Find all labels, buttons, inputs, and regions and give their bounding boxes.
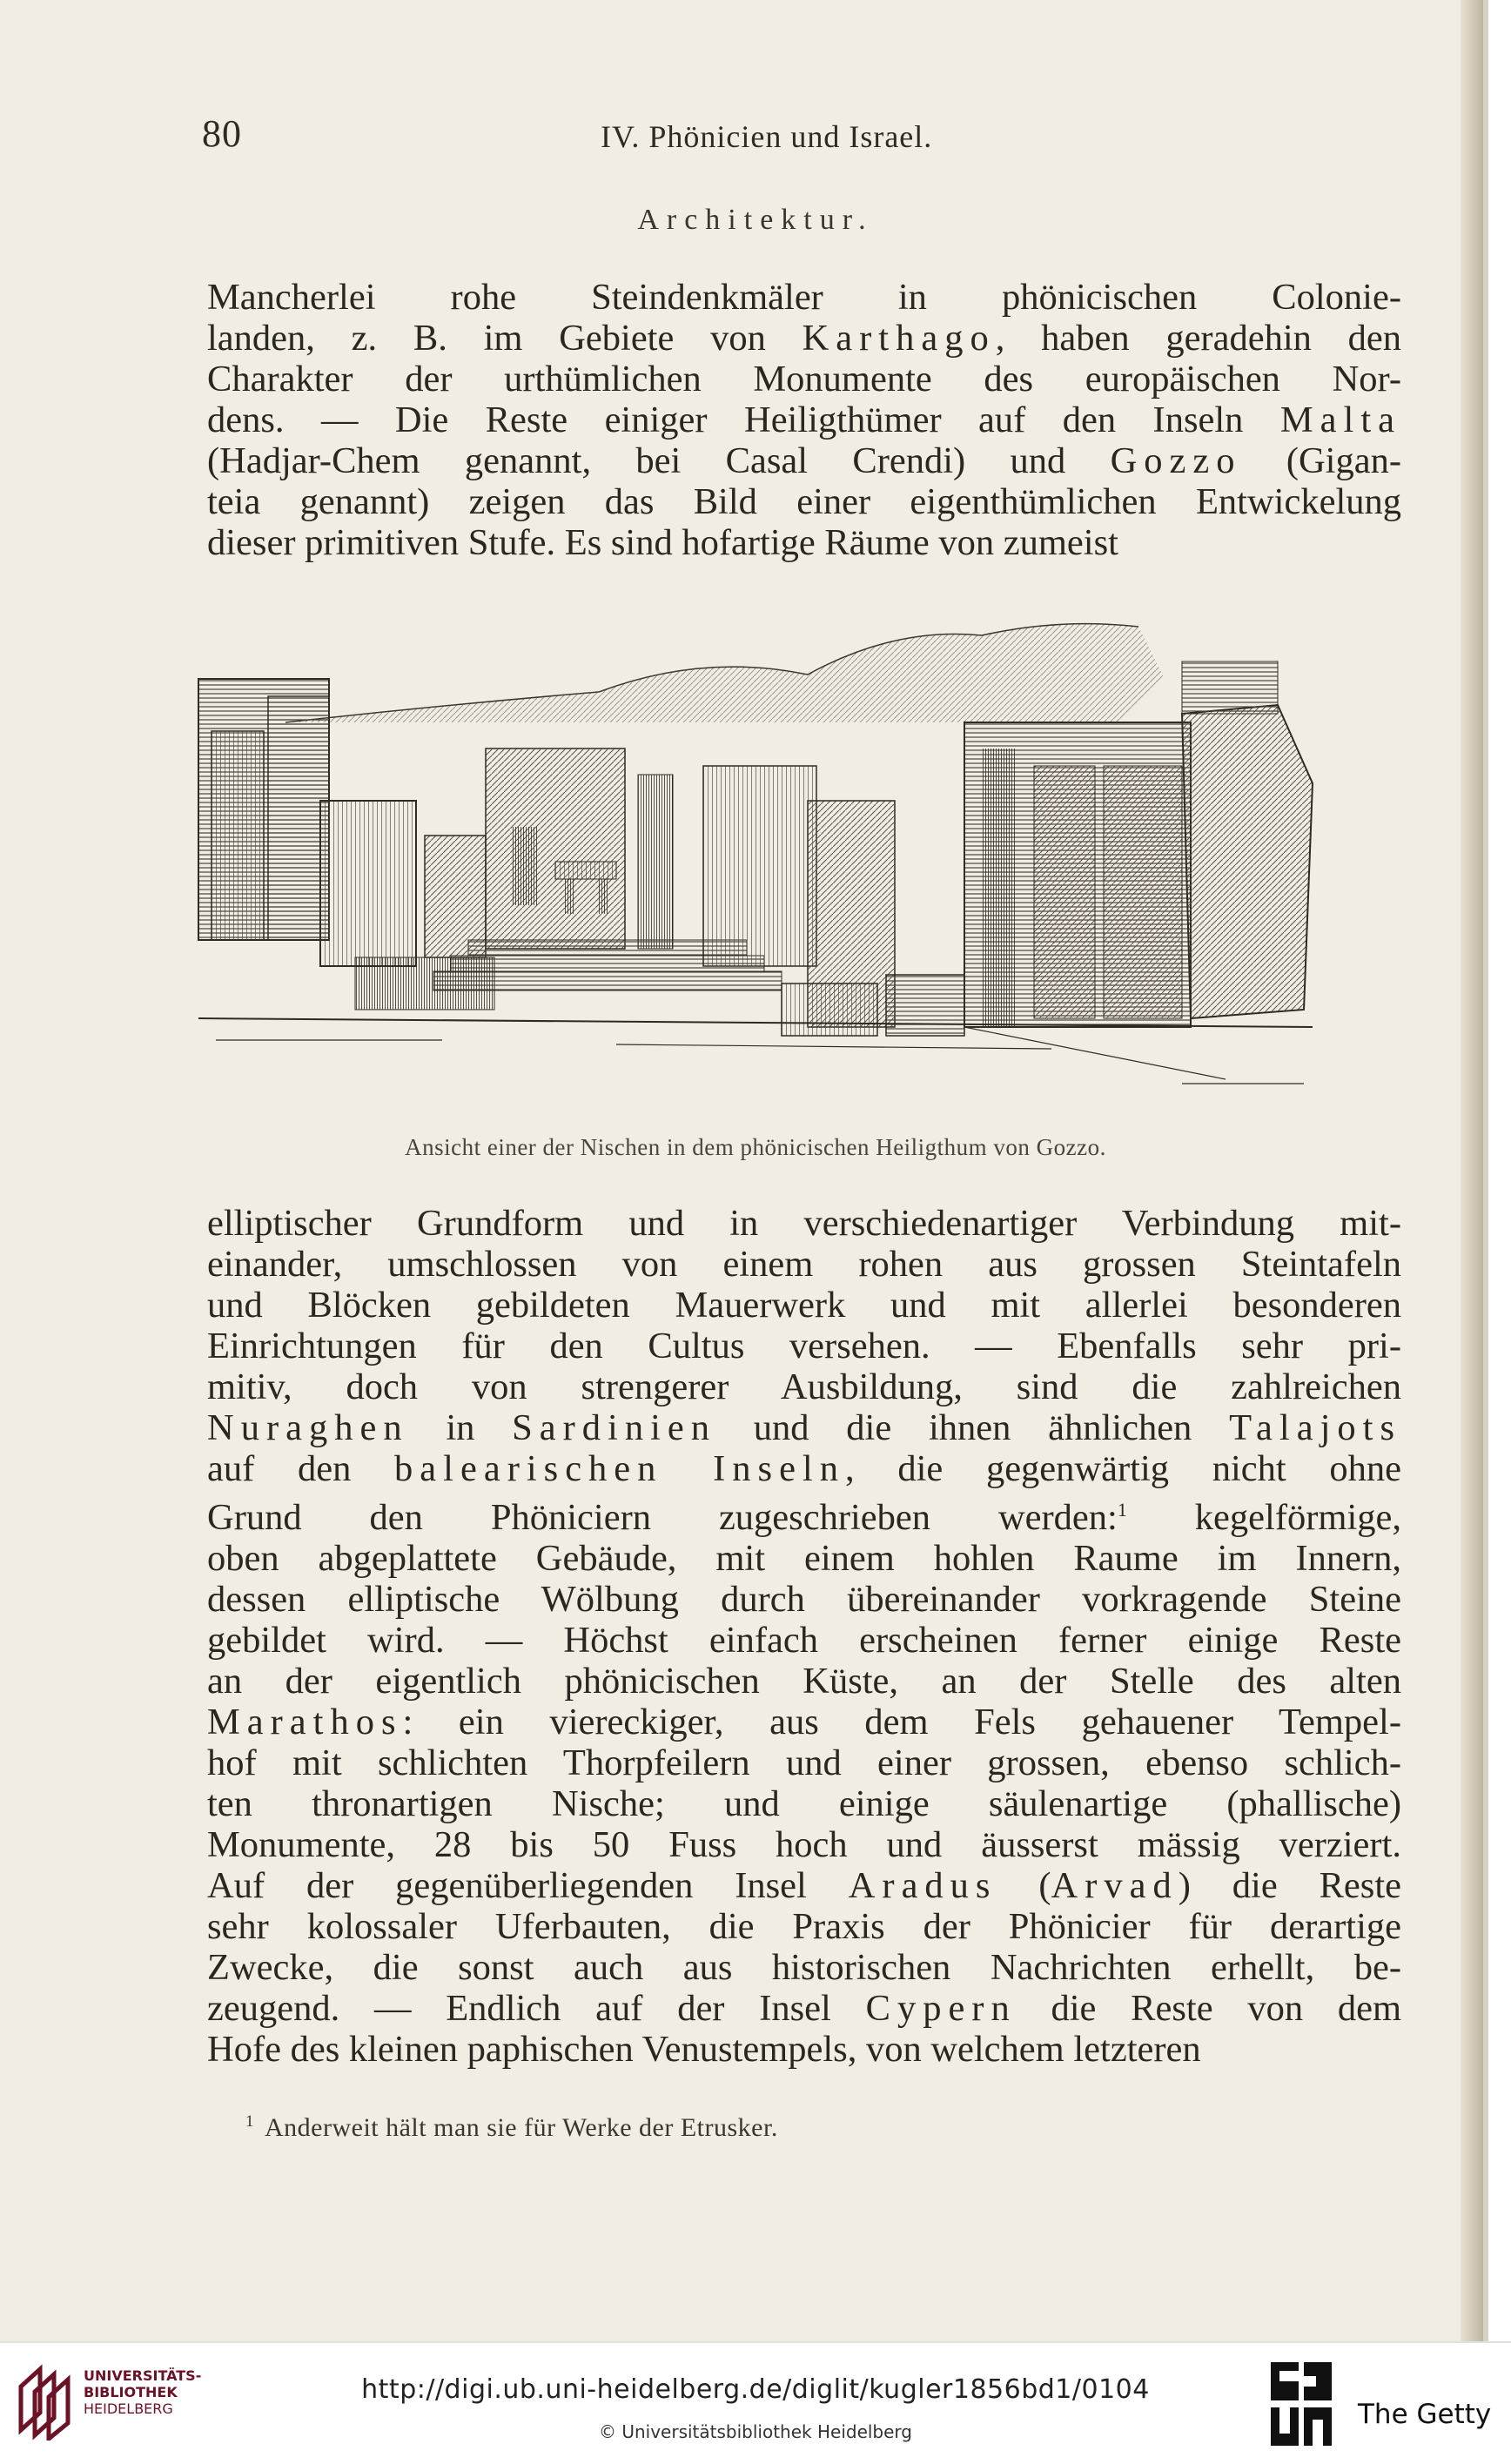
paragraph-1 bbox=[207, 277, 1401, 563]
text-run: oben abgeplattete Gebäude, mit einem hohlen Raume im Innern, bbox=[207, 1538, 1401, 1580]
text-run: die Reste von dem bbox=[1016, 1988, 1402, 2030]
text-line bbox=[207, 1448, 1401, 1489]
text-run: Mancherlei rohe Steindenkmäler in phönicischen Colonie- bbox=[207, 277, 1401, 318]
spaced-name: Nuraghen bbox=[207, 1407, 409, 1448]
text-line bbox=[207, 1742, 1401, 1783]
digitization-footer bbox=[0, 2341, 1511, 2464]
text-run: kegelförmige, bbox=[1126, 1497, 1401, 1539]
spaced-name: Sardinien bbox=[512, 1407, 717, 1448]
text-run: Grund den Phöniciern zugeschrieben werden: bbox=[207, 1497, 1118, 1539]
text-run: (Gigan- bbox=[1241, 440, 1402, 481]
text-line bbox=[207, 1244, 1401, 1285]
copyright-notice: © Universitätsbibliothek Heidelberg bbox=[598, 2421, 912, 2442]
text-run: und Blöcken gebildeten Mauerwerk und mit allerlei besonderen bbox=[207, 1285, 1401, 1326]
text-run: ) die Reste bbox=[1178, 1865, 1401, 1907]
text-run: dessen elliptische Wölbung durch übereinander vorkragende Steine bbox=[207, 1579, 1401, 1621]
text-line bbox=[207, 1947, 1401, 1988]
partner-name: The Getty bbox=[1358, 2399, 1492, 2430]
getty-logo-icon bbox=[1267, 2359, 1335, 2449]
text-line bbox=[207, 1285, 1401, 1326]
footnote-text: Anderweit hält man sie für Werke der Etrusker. bbox=[265, 2113, 778, 2142]
text-run: ten thronartigen Nische; und einige säulenartige (phallische) bbox=[207, 1783, 1401, 1825]
text-line bbox=[207, 1661, 1401, 1702]
text-line bbox=[207, 440, 1401, 481]
text-line bbox=[207, 1906, 1401, 1947]
text-run: dens. — Die Reste einiger Heiligthümer auf den Inseln bbox=[207, 399, 1280, 440]
figure-caption: Ansicht einer der Nischen in dem phönicischen Heiligthum von Gozzo. bbox=[405, 1134, 1106, 1160]
text-line bbox=[207, 359, 1401, 399]
paragraph-2 bbox=[207, 1203, 1401, 2070]
text-run: sehr kolossaler Uferbauten, die Praxis der Phönicier für derartige bbox=[207, 1906, 1401, 1948]
text-line bbox=[207, 1203, 1401, 1244]
text-run: Einrichtungen für den Cultus versehen. — Ebenfalls sehr pri- bbox=[207, 1326, 1401, 1366]
footnote-marker: 1 bbox=[245, 2112, 254, 2131]
text-line bbox=[207, 1407, 1401, 1448]
text-run: in bbox=[408, 1407, 513, 1448]
engraving-illustration bbox=[181, 609, 1339, 1105]
spaced-name: Talajots bbox=[1229, 1407, 1401, 1448]
spaced-name: Karthago bbox=[802, 318, 996, 359]
text-run: an der eigentlich phönicischen Küste, an der Stelle des alten bbox=[207, 1661, 1401, 1702]
text-run: Auf der gegenüberliegenden Insel bbox=[207, 1865, 849, 1907]
running-title: IV. Phönicien und Israel. bbox=[601, 119, 933, 154]
text-run: mitiv, doch von strengerer Ausbildung, sind die zahlreichen bbox=[207, 1366, 1401, 1407]
institution-name: UNIVERSITÄTS- BIBLIOTHEK HEIDELBERG bbox=[84, 2367, 202, 2417]
text-run: gebildet wird. — Höchst einfach erscheinen ferner einige Reste bbox=[207, 1620, 1401, 1662]
text-run: Hofe des kleinen paphischen Venustempels, von welchem letzteren bbox=[207, 2029, 1201, 2071]
text-run: zeugend. — Endlich auf der Insel bbox=[207, 1988, 866, 2030]
text-line bbox=[207, 1865, 1401, 1906]
page-number: 80 bbox=[202, 112, 242, 155]
text-line bbox=[207, 1538, 1401, 1579]
text-run: Zwecke, die sonst auch aus historischen Nachrichten erhellt, be- bbox=[207, 1947, 1401, 1989]
text-run: , haben geradehin den bbox=[995, 318, 1401, 359]
text-run: elliptischer Grundform und in verschiedenartiger Verbindung mit- bbox=[207, 1203, 1401, 1244]
text-line bbox=[207, 1326, 1401, 1366]
text-line bbox=[207, 1824, 1401, 1865]
text-line bbox=[207, 399, 1401, 440]
text-run: teia genannt) zeigen das Bild einer eigenthümlichen Entwickelung bbox=[207, 481, 1401, 522]
text-run: , die gegenwärtig nicht ohne bbox=[845, 1448, 1401, 1489]
text-run: dieser primitiven Stufe. Es sind hofartige Räume von zumeist bbox=[207, 522, 1118, 563]
text-line bbox=[207, 2029, 1401, 2070]
spaced-name: Cypern bbox=[865, 1988, 1017, 2030]
spaced-name: Gozzo bbox=[1110, 440, 1242, 481]
text-run: auf den bbox=[207, 1448, 395, 1489]
text-line bbox=[207, 1783, 1401, 1824]
spaced-name: Aradus bbox=[848, 1865, 997, 1907]
text-line bbox=[207, 1988, 1401, 2029]
text-run: Monumente, 28 bis 50 Fuss hoch und äusserst mässig verziert. bbox=[207, 1824, 1401, 1866]
text-line bbox=[207, 1489, 1401, 1538]
text-run: einander, umschlossen von einem rohen aus grossen Steintafeln bbox=[207, 1244, 1401, 1285]
text-run: hof mit schlichten Thorpfeilern und einer grossen, ebenso schlich- bbox=[207, 1742, 1401, 1784]
text-line bbox=[207, 318, 1401, 359]
text-run: (Hadjar-Chem genannt, bei Casal Crendi) und bbox=[207, 440, 1111, 481]
text-line bbox=[207, 522, 1401, 563]
text-line bbox=[207, 1579, 1401, 1620]
page-edge-shadow bbox=[1461, 0, 1483, 2341]
text-line bbox=[207, 1702, 1401, 1742]
footnote-reference: 1 bbox=[1117, 1499, 1127, 1521]
permalink-url[interactable]: http://digi.ub.uni-heidelberg.de/diglit/kugler1856bd1/0104 bbox=[361, 2374, 1150, 2405]
footnote bbox=[245, 2112, 778, 2143]
text-run: und die ihnen ähnlichen bbox=[716, 1407, 1230, 1448]
spaced-name: Marathos bbox=[207, 1702, 403, 1743]
text-run: : ein viereckiger, aus dem Fels gehauener Tempel- bbox=[402, 1702, 1401, 1743]
text-run: ( bbox=[997, 1865, 1051, 1907]
text-line bbox=[207, 1620, 1401, 1661]
text-run: landen, z. B. im Gebiete von bbox=[207, 318, 803, 359]
text-line bbox=[207, 277, 1401, 318]
spaced-name: Malta bbox=[1279, 399, 1401, 440]
section-heading: Architektur. bbox=[637, 204, 874, 236]
text-line bbox=[207, 481, 1401, 522]
spaced-name: Arvad bbox=[1051, 1865, 1179, 1907]
spaced-name: balearischen Inseln bbox=[394, 1448, 845, 1489]
text-line bbox=[207, 1366, 1401, 1407]
text-run: Charakter der urthümlichen Monumente des europäischen Nor- bbox=[207, 359, 1401, 399]
